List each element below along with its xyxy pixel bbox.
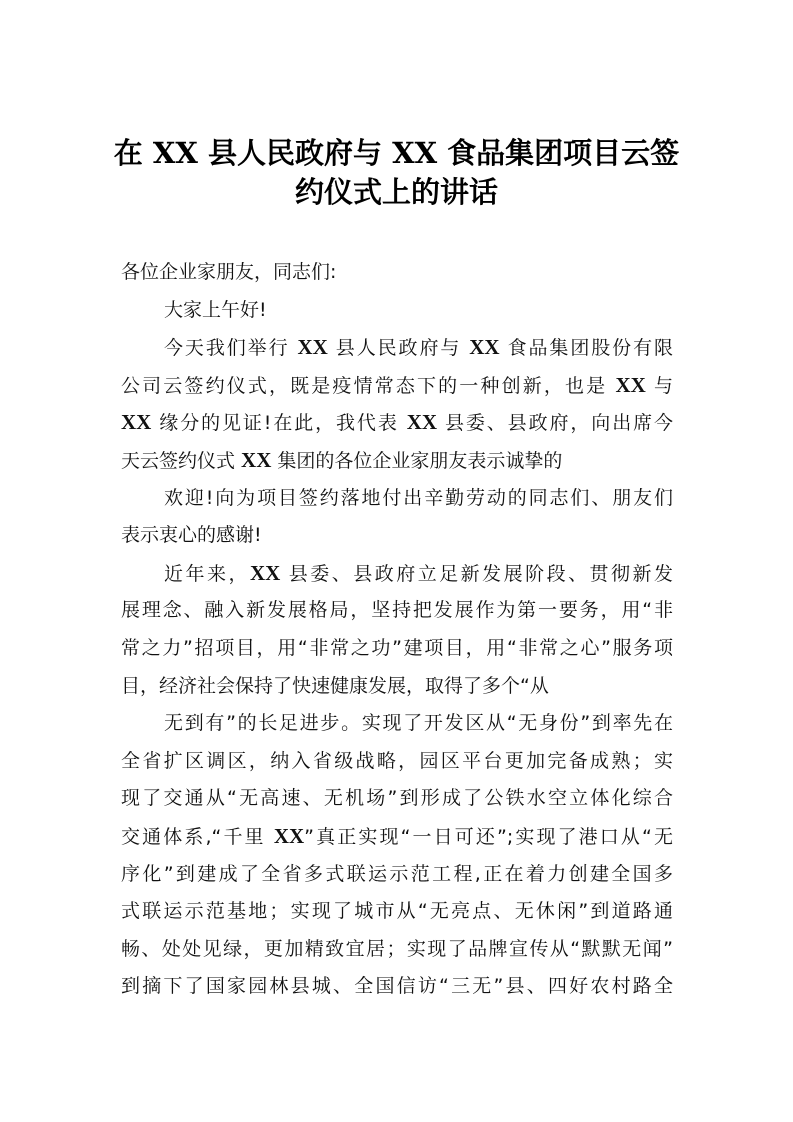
text-line: 序化”到建成了全省多式联运示范工程,正在着力创建全国多 — [121, 862, 673, 885]
text-line: 交通体系,“千里 XX”真正实现“一日可还”;实现了港口从“无 — [121, 823, 673, 848]
text-line: 表示衷心的感谢! — [121, 524, 262, 547]
text-line: 今天我们举行 XX 县人民政府与 XX 食品集团股份有限 — [164, 335, 673, 360]
text-line: 到摘下了国家园林县城、全国信访“三无”县、四好农村路全 — [121, 975, 673, 998]
text-line: XX 缘分的见证!在此，我代表 XX 县委、县政府，向出席今 — [121, 410, 673, 435]
title-line-2: 约仪式上的讲话 — [294, 175, 498, 209]
text-line: 近年来，XX 县委、县政府立足新发展阶段、贯彻新发 — [164, 560, 673, 585]
text-line: 公司云签约仪式，既是疫情常态下的一种创新，也是 XX 与 — [121, 372, 673, 397]
text-line: 畅、处处见绿，更加精致宜居；实现了品牌宣传从“默默无闻” — [121, 937, 673, 960]
text-line: 全省扩区调区，纳入省级战略，园区平台更加完备成熟；实 — [121, 749, 673, 772]
text-line: 常之力”招项目，用“非常之功”建项目，用“非常之心”服务项 — [121, 636, 673, 659]
text-line: 式联运示范基地；实现了城市从“无亮点、无休闲”到道路通 — [121, 900, 673, 923]
text-line: 现了交通从“无高速、无机场”到形成了公铁水空立体化综合 — [121, 787, 673, 810]
text-line: 目，经济社会保持了快速健康发展，取得了多个“从 — [121, 674, 549, 697]
text-line: 大家上午好! — [164, 298, 267, 321]
text-line: 各位企业家朋友，同志们: — [121, 261, 337, 283]
text-line: 无到有”的长足进步。实现了开发区从“无身份”到率先在 — [164, 712, 673, 735]
text-line: 天云签约仪式 XX 集团的各位企业家朋友表示诚挚的 — [121, 447, 563, 472]
document-title — [110, 134, 683, 212]
title-line-1: 在 XX 县人民政府与 XX 食品集团项目云签 — [113, 136, 680, 170]
document-body — [121, 254, 673, 1006]
text-line: 展理念、融入新发展格局，坚持把发展作为第一要务，用“非 — [121, 599, 673, 622]
text-line: 欢迎!向为项目签约落地付出辛勤劳动的同志们、朋友们 — [164, 486, 673, 509]
